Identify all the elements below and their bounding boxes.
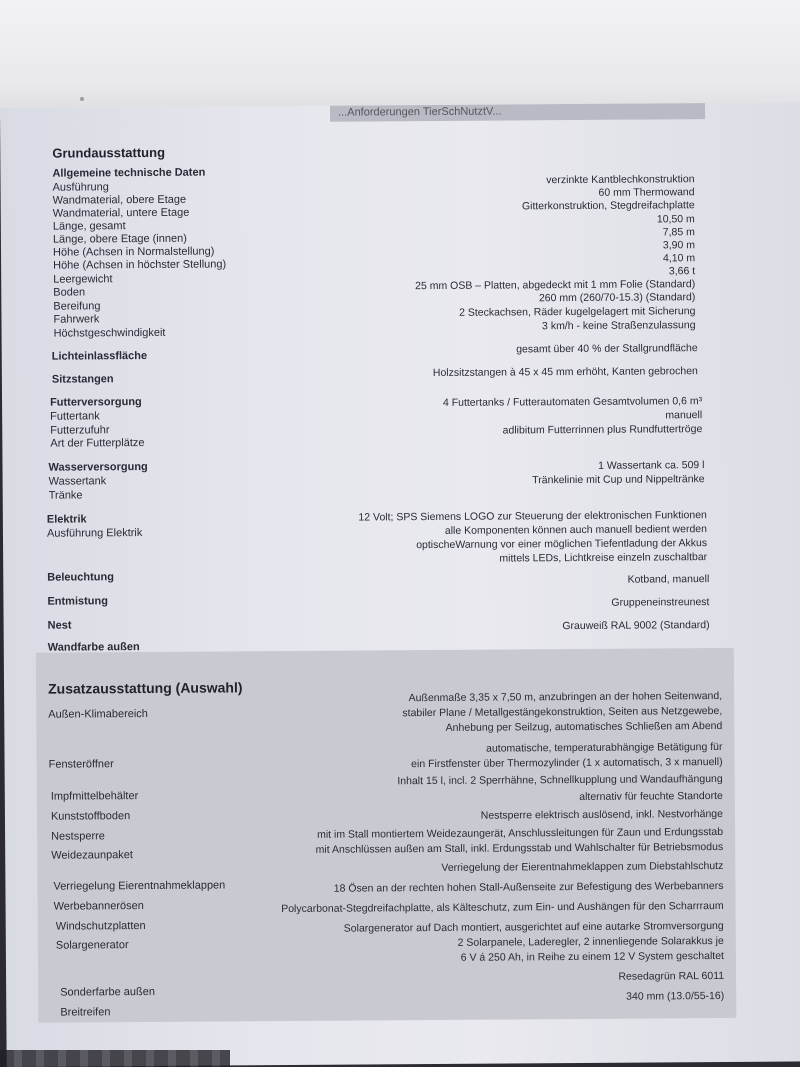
header-strip (330, 103, 705, 122)
spec-label: Allgemeine technische Daten (52, 166, 206, 180)
spec-label: Wassertank (48, 475, 107, 488)
spec-value: 2 Steckachsen, Räder kugelgelagert mit Sicherung (459, 305, 696, 319)
option-value: stabiler Plane / Metallgestängekonstruktion, Seiten aus Netzgewebe, (402, 704, 723, 720)
overlapping-paper-sheet (0, 0, 800, 120)
spec-value: verzinkte Kantblechkonstruktion (546, 173, 695, 187)
spec-label: Futterversorgung (50, 396, 142, 409)
spec-value: 3,66 t (668, 265, 696, 278)
option-label: Sonderfarbe außen (60, 985, 156, 999)
spec-value: adlibitum Futterrinnen plus Rundfuttertröge (502, 423, 703, 437)
spec-label: Elektrik (46, 513, 87, 526)
option-value: mit Anschlüssen außen am Stall, inkl. Erdungsstab und Wahlschalter für Betriebsmodus (315, 840, 724, 856)
spec-label: Ausführung Elektrik (46, 527, 143, 540)
spec-value: Holzsitzstangen à 45 x 45 mm erhöht, Kanten gebrochen (432, 365, 698, 379)
option-value: 18 Ösen an der rechten hohen Stall-Außenseite zur Befestigung des Werbebanners (333, 879, 724, 895)
option-value: Nestsperre elektrisch auslösend, inkl. Nestvorhänge (480, 807, 723, 822)
spec-label: Höhe (Achsen in Normalstellung) (52, 245, 215, 259)
option-label: Werbebannerösen (53, 900, 144, 913)
option-label: Breitreifen (60, 1006, 111, 1019)
option-value: Verriegelung der Eierentnahmeklappen zum Diebstahlschutz (441, 859, 724, 874)
spec-label: Entmistung (47, 595, 108, 608)
option-label: Solargenerator (55, 939, 129, 952)
spec-label: Ausführung (52, 181, 109, 194)
spec-label: Beleuchtung (47, 571, 114, 584)
spec-label: Futterzufuhr (50, 424, 110, 437)
spec-label: Länge, gesamt (52, 220, 126, 233)
spec-value: 12 Volt; SPS Siemens LOGO zur Steuerung der elektronischen Funktionen (358, 509, 707, 524)
spec-value: 260 mm (260/70-15.3) (Standard) (538, 291, 696, 305)
spec-value: mittels LEDs, Lichtkreise einzeln zuschaltbar (499, 551, 708, 565)
spec-value: 60 mm Thermowand (598, 186, 695, 199)
spec-label: Art der Futterplätze (50, 436, 145, 450)
spec-value: Grauweiß RAL 9002 (Standard) (562, 619, 710, 633)
option-value: alternativ für feuchte Standorte (579, 789, 723, 803)
spec-label: Bereifung (53, 300, 101, 313)
option-value: mit im Stall montiertem Weidezaungerät, Anschlussleitungen für Zaun und Erdungsstab (317, 825, 724, 841)
spec-label: Wasserversorgung (48, 460, 148, 474)
spec-label: Boden (53, 286, 86, 299)
spec-value: Kotband, manuell (627, 573, 710, 586)
option-value: ein Firstfenster über Thermozylinder (1 x automatisch, 3 x manuell) (411, 755, 723, 771)
spec-value: 3 km/h - keine Straßenzulassung (541, 319, 696, 333)
option-value: Solargenerator auf Dach montiert, ausgerichtet auf eine autarke Stromversorgung (343, 919, 724, 935)
spec-label: Nest (47, 619, 72, 632)
spec-value: 7,85 m (662, 226, 695, 239)
header-strip-text: ...Anforderungen TierSchNutztV... (337, 105, 502, 119)
spec-label: Futtertank (50, 410, 100, 423)
option-label: Windschutzplatten (55, 920, 146, 933)
spec-label: Fahrwerk (53, 313, 100, 326)
option-label: Außen-Klimabereich (48, 707, 148, 721)
spec-sheet-page (0, 102, 800, 1067)
option-value: Inhalt 15 l, incl. 2 Sperrhähne, Schnellkupplung und Wandaufhängung (397, 772, 723, 788)
spec-value: manuell (665, 409, 703, 422)
spec-value: gesamt über 40 % der Stallgrundfläche (516, 342, 698, 356)
option-label: Kunststoffboden (50, 810, 131, 823)
option-value: 340 mm (13.0/55-16) (626, 989, 725, 1003)
option-label: Impfmittelbehälter (50, 790, 139, 803)
spec-label: Leergewicht (53, 273, 113, 286)
spec-label: Höhe (Achsen in höchster Stellung) (53, 258, 227, 272)
spec-value: Tränkelinie mit Cup und Nippeltränke (532, 473, 705, 487)
spec-value: Gruppeneinstreunest (611, 596, 710, 609)
next-page-heading-fragment (0, 1050, 230, 1067)
option-label: Nestsperre (51, 830, 105, 843)
section-title-grundausstattung: Grundausstattung (52, 144, 166, 161)
spec-value: 25 mm OSB – Platten, abgedeckt mit 1 mm Folie (Standard) (415, 278, 696, 293)
optional-equipment-box (36, 648, 737, 1023)
spec-value: Gitterkonstruktion, Stegdreifachplatte (521, 199, 695, 213)
spec-value: 10,50 m (656, 213, 695, 226)
option-value: Resedagrün RAL 6011 (618, 969, 725, 983)
section-title-zusatzausstattung: Zusatzausstattung (Auswahl) (47, 679, 243, 697)
paper-mark (80, 97, 84, 101)
spec-value: 3,90 m (662, 239, 696, 252)
spec-label: Lichteinlassfläche (51, 349, 148, 363)
option-label: Verriegelung Eierentnahmeklappen (53, 879, 226, 893)
spec-label: Länge, obere Etage (innen) (52, 232, 187, 246)
spec-label: Wandmaterial, obere Etage (52, 193, 187, 207)
option-label: Weidezaunpaket (51, 849, 134, 862)
spec-value: 1 Wassertank ca. 509 l (598, 459, 705, 472)
option-value: Anhebung per Seilzug, automatisches Schließen am Abend (445, 719, 723, 734)
spec-value: 4,10 m (662, 252, 696, 265)
option-value: Außenmaße 3,35 x 7,50 m, anzubringen an der hohen Seitenwand, (408, 689, 723, 705)
spec-label: Wandmaterial, untere Etage (52, 206, 190, 220)
spec-label: Tränke (48, 489, 83, 502)
option-value: 6 V á 250 Ah, in Reihe zu einem 12 V System geschaltet (460, 949, 724, 964)
option-label: Fensteröffner (48, 758, 114, 771)
spec-value: optischeWarnung vor einer möglichen Tiefentladung der Akkus (416, 537, 708, 552)
spec-value: alle Komponenten können auch manuell bedient werden (444, 523, 707, 537)
spec-label: Sitzstangen (51, 373, 114, 386)
spec-value: 4 Futtertanks / Futterautomaten Gesamtvolumen 0,6 m³ (442, 395, 703, 409)
option-value: Polycarbonat-Stegdreifachplatte, als Kälteschutz, zum Ein- und Aushängen für den Scharrraum (281, 899, 724, 916)
spec-label: Wandfarbe außen (47, 641, 140, 654)
option-value: 2 Solarpanele, Laderegler, 2 innenliegende Solarakkus je (457, 934, 724, 949)
option-value: automatische, temperaturabhängige Betätigung für (486, 740, 723, 755)
spec-label: Höchstgeschwindigkeit (53, 326, 166, 340)
